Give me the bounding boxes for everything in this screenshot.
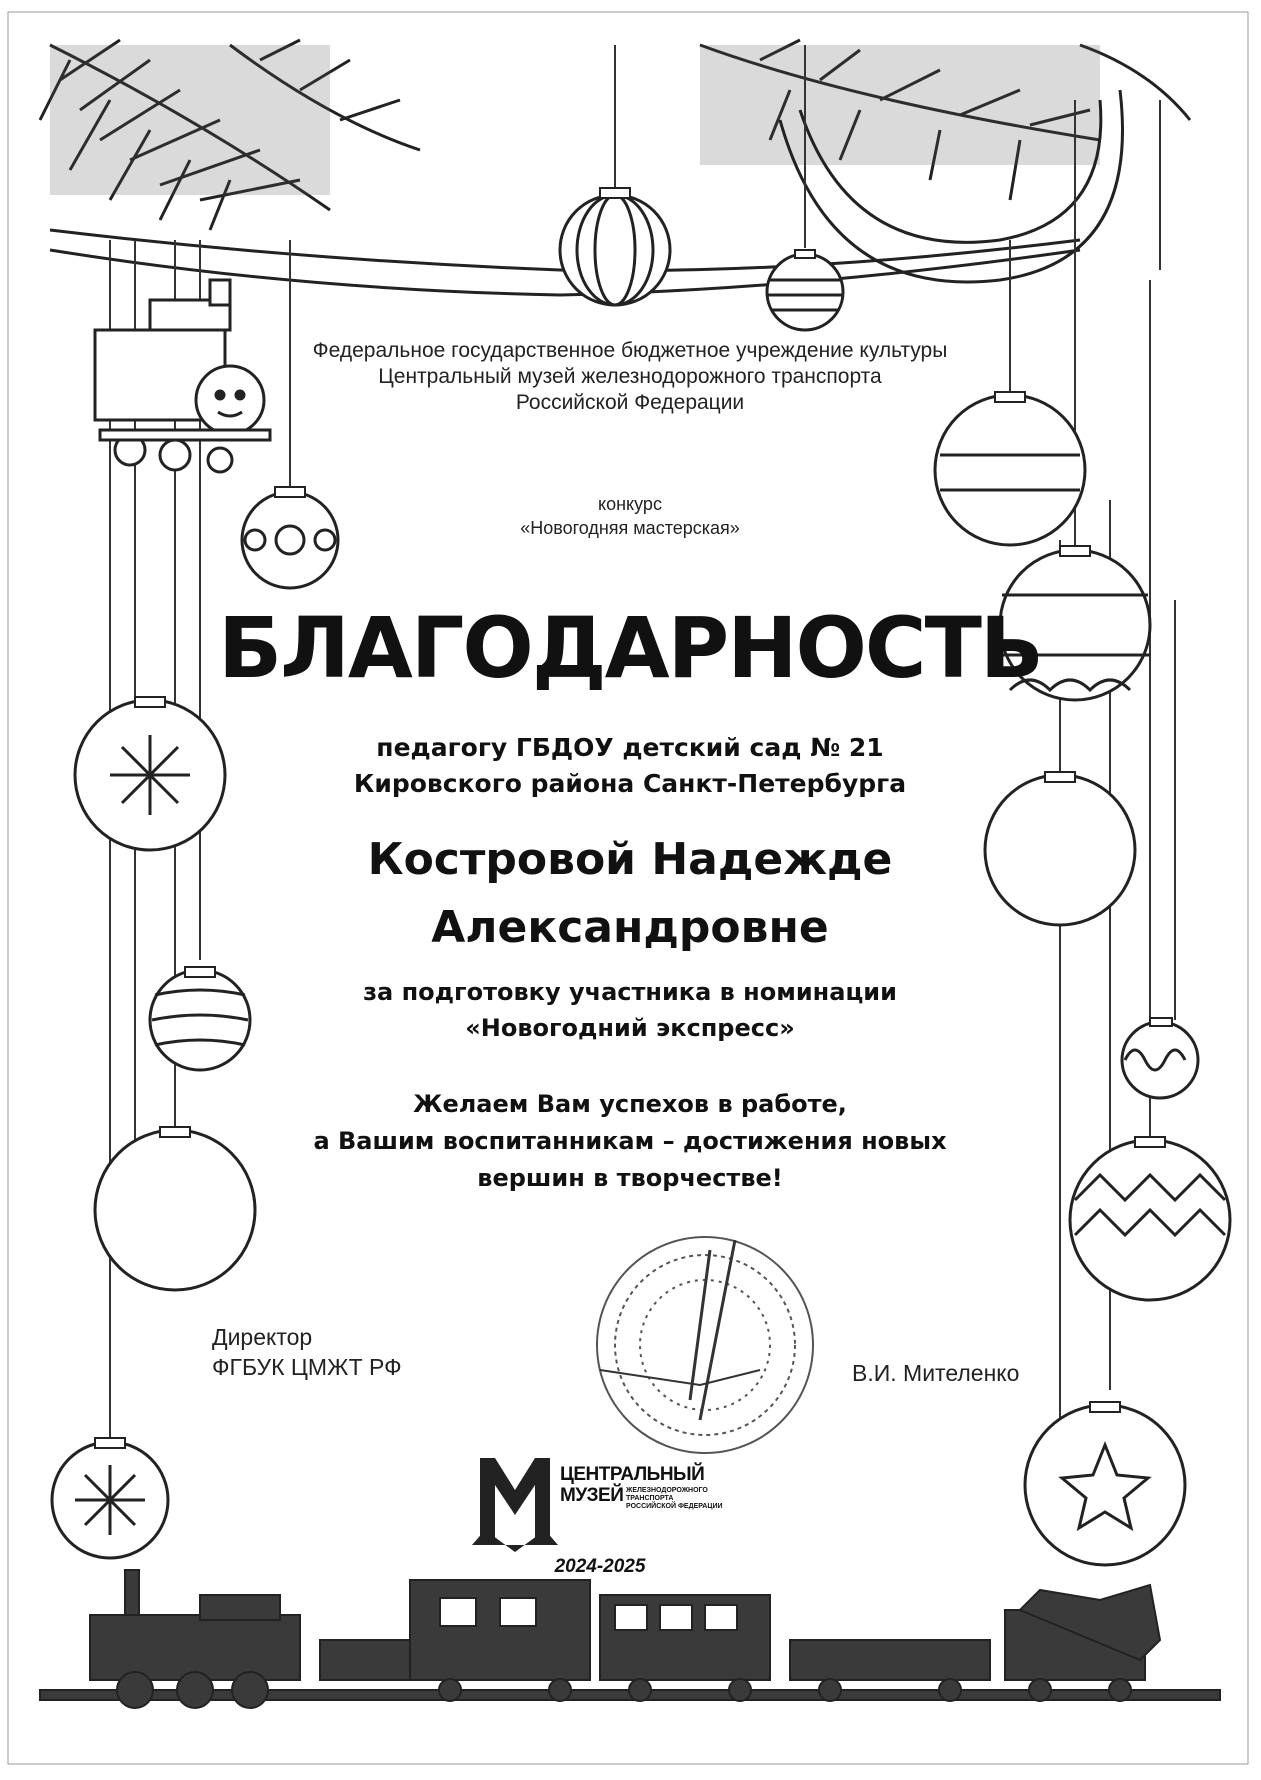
contest-name: «Новогодняя мастерская» (520, 518, 740, 538)
contest-label: конкурс (598, 494, 662, 514)
logo-name-line-1: ЦЕНТРАЛЬНЫЙ (560, 1464, 705, 1485)
reason-line-1: за подготовку участника в номинации (363, 978, 897, 1006)
academic-years: 2024-2025 (554, 1556, 646, 1577)
wish-line-3: вершин в творчестве! (477, 1164, 783, 1192)
bottom-train-image (40, 1570, 1220, 1708)
museum-logo-icon (472, 1458, 558, 1552)
wish-line-1: Желаем Вам успехов в работе, (413, 1090, 847, 1118)
wish-line-2: а Вашим воспитанникам – достижения новых (313, 1127, 947, 1155)
contest-info (200, 492, 1060, 540)
institution-line-3: Российской Федерации (515, 391, 745, 414)
award-reason (200, 974, 1060, 1046)
recipient-position (200, 730, 1060, 802)
recipient-line-2: Кировского района Санкт-Петербурга (353, 769, 907, 798)
director-organization: ФГБУК ЦМЖТ РФ (212, 1354, 402, 1380)
recipient-name-line-1: Костровой Надежде (367, 834, 893, 885)
reason-line-2: «Новогодний экспресс» (465, 1014, 795, 1042)
recipient-name-line-2: Александровне (431, 902, 829, 953)
official-stamp-image (597, 1237, 813, 1453)
certificate-title: БЛАГОДАРНОСТЬ (218, 599, 1042, 697)
wishes-text (200, 1086, 1060, 1197)
institution-header (200, 338, 1060, 416)
logo-sub-line-2: РОССИЙСКОЙ ФЕДЕРАЦИИ (626, 1503, 723, 1510)
signer-name: В.И. Мителенко (852, 1360, 1020, 1386)
recipient-name (200, 826, 1060, 962)
director-position (212, 1322, 402, 1382)
logo-subtitle (626, 1487, 746, 1511)
director-title: Директор (212, 1324, 313, 1350)
logo-name-line-2: МУЗЕЙ (560, 1485, 624, 1506)
institution-line-1: Федеральное государственное бюджетное учреждение культуры (312, 339, 948, 362)
institution-line-2: Центральный музей железнодорожного транспорта (378, 365, 882, 388)
logo-sub-line-1: ЖЕЛЕЗНОДОРОЖНОГО ТРАНСПОРТА (626, 1487, 708, 1502)
museum-logo-text (560, 1464, 723, 1510)
recipient-line-1: педагогу ГБДОУ детский сад № 21 (376, 733, 884, 762)
